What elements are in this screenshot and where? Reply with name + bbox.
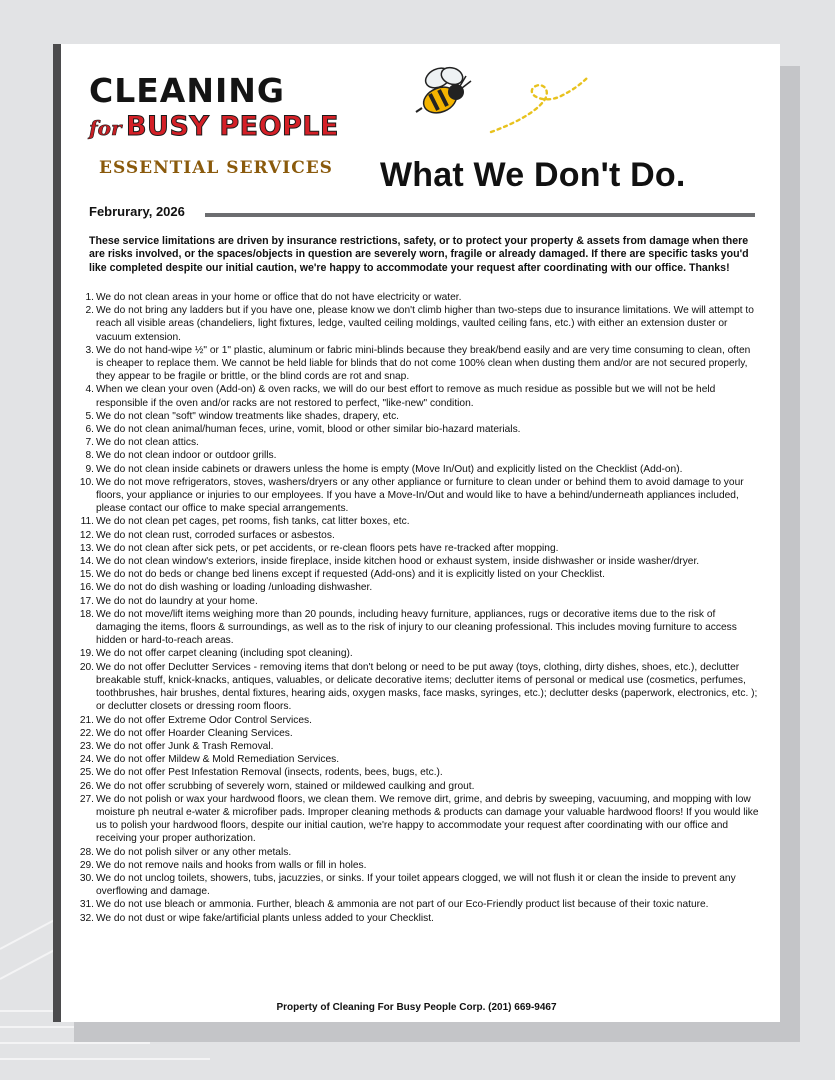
list-item-text: We do not clean indoor or outdoor grills.: [96, 450, 277, 462]
list-item-text: We do not clean inside cabinets or drawers unless the home is empty (Move In/Out) and explicitly listed on the Checklist (Add-on).: [96, 463, 683, 475]
list-item-number: 15.: [79, 569, 94, 581]
list-item: [79, 647, 759, 660]
list-item-text: When we clean your oven (Add-on) & oven racks, we will do our best effort to remove as much residue as possible but we will not be held responsible if the oven and/or racks are not restored to perfect, "like-new" condition.: [96, 384, 716, 409]
list-item-text: We do not move refrigerators, stoves, washers/dryers or any other appliance or furniture to clean under or behind them to avoid damage to your floors, your appliance or injuries to our employees. If you have a Move-In/Out and would like to have a behind/underneath appliances included, please contact our office to make special arrangements.: [96, 476, 744, 515]
list-item: [85, 423, 759, 436]
list-item: [80, 515, 759, 528]
list-item-text: We do not unclog toilets, showers, tubs, jacuzzies, or sinks. If your toilet appears clogged, we will not flush it or clean the inside to prevent any overflowing and damage.: [96, 872, 736, 898]
list-item-number: 31.: [79, 899, 94, 911]
list-item-text: We do not clean after sick pets, or pet accidents, or re-clean floors pets have re-tracked after mopping.: [96, 542, 559, 554]
logo-essential-services-text: ESSENTIAL SERVICES: [99, 158, 333, 178]
list-item-text: We do not bring any ladders but if you have one, please know we don't climb higher than two-steps due to insurance limitations. We will attempt to reach all visible areas (chandeliers, light fixtures, ledge, vaulted ceiling moldings, vaulted ceiling fans, etc.) with either an extension duster or vacuum extension.: [96, 305, 754, 343]
list-item-text: We do not offer Extreme Odor Control Services.: [96, 714, 312, 726]
list-item-text: We do not offer Hoarder Cleaning Services.: [96, 727, 293, 739]
list-item-number: 22.: [79, 727, 94, 739]
list-item: [79, 740, 759, 753]
list-item-number: 9.: [85, 463, 94, 475]
list-item-text: We do not offer scrubbing of severely worn, stained or mildewed caulking and grout.: [96, 780, 475, 792]
list-item-text: We do not clean pet cages, pet rooms, fish tanks, cat litter boxes, etc.: [96, 516, 410, 528]
list-item-number: 18.: [79, 608, 94, 620]
list-item: [79, 727, 759, 740]
list-item-number: 11.: [80, 516, 94, 528]
list-item: [79, 846, 759, 859]
list-item: [79, 780, 759, 793]
document-date: Februrary, 2026: [89, 204, 185, 219]
list-item: [85, 410, 759, 423]
list-item-number: 14.: [79, 556, 94, 568]
list-item-text: We do not hand-wipe ½" or 1" plastic, aluminum or fabric mini-blinds because they break/bend easily and are very time consuming to clean, often is cheaper to replace them. We cannot be held liable for blinds that do not come 100% clean when dusting them and/or are not secured properly, they appear to be fragile or brittle, or the blind cords are rot and snap.: [96, 344, 751, 383]
list-item-number: 25.: [79, 767, 94, 779]
list-item-number: 27.: [79, 793, 94, 805]
list-item-number: 12.: [79, 529, 94, 541]
list-item-number: 30.: [79, 872, 94, 884]
list-item-text: We do not dust or wipe fake/artificial plants unless added to your Checklist.: [96, 912, 434, 924]
list-item-text: We do not offer carpet cleaning (including spot cleaning).: [96, 648, 353, 660]
list-item: [85, 436, 759, 449]
list-item-number: 8.: [85, 450, 94, 462]
list-item-number: 21.: [79, 714, 94, 726]
list-item: [79, 555, 759, 568]
list-item-text: We do not clean areas in your home or office that do not have electricity or water.: [96, 292, 462, 303]
list-item-text: We do not use bleach or ammonia. Further, bleach & ammonia are not part of our Eco-Friendly product list because of their toxic nature.: [96, 899, 709, 911]
list-item-text: We do not move/lift items weighing more than 20 pounds, including heavy furniture, appliances, rugs or decorative items due to the risk of damaging the items, floors & surroundings, as well as to the risk of injury to our cleaning professional. This includes moving furniture to access hidden or hard-to-reach areas.: [96, 608, 737, 647]
list-item-number: 4.: [85, 384, 94, 396]
logo-cleaning-text: CLEANING: [89, 71, 285, 110]
list-item-text: We do not offer Declutter Services - removing items that don't belong or need to be put away (toys, clothing, dirty dishes, shoes, etc.), declutter breakable stuff, knick-knacks, antiques, valuables, or delicate decorative items; declutter items of personal or medical use (cosmetics, perfumes, toothbrushes, hair brushes, dental fixtures, hearing aids, oxygen masks, face masks, syringes, etc.); declutter desks (paperwork, electronics, etc. ); or declutter closets or dressing room floors.: [96, 661, 758, 713]
list-item: [79, 476, 759, 516]
bee-trail-decoration: [483, 74, 593, 134]
list-item-text: We do not clean rust, corroded surfaces or asbestos.: [96, 529, 335, 541]
intro-paragraph: These service limitations are driven by insurance restrictions, safety, or to protect your property & assets from damage when there are risks involved, or the spaces/objects in question are severely worn, fragile or already damaged. If there are specific tasks you'd like completed despite our initial caution, we're happy to accommodate your request after coordinating with our office. Thanks!: [89, 235, 749, 274]
list-item: [79, 595, 759, 608]
list-item-text: We do not do laundry at your home.: [96, 595, 258, 607]
list-item: [85, 304, 759, 344]
list-item: [79, 581, 759, 594]
list-item: [79, 859, 759, 872]
list-item-text: We do not do beds or change bed linens except if requested (Add-ons) and it is explicitly listed on your Checklist.: [96, 569, 605, 581]
list-item: [85, 463, 759, 476]
list-item-text: We do not remove nails and hooks from walls or fill in holes.: [96, 859, 367, 871]
document-page: [53, 44, 780, 1022]
list-item: [79, 898, 759, 911]
list-item: [79, 872, 759, 898]
list-item-text: We do not clean window's exteriors, inside fireplace, inside kitchen hood or exhaust system, inside dishwasher or inside washer/dryer.: [96, 556, 700, 568]
page-title: What We Don't Do.: [380, 156, 686, 194]
list-item-number: 6.: [85, 424, 94, 436]
list-item-number: 1.: [85, 292, 94, 303]
limitations-list: [79, 291, 759, 925]
list-item-number: 3.: [85, 344, 94, 356]
logo-busy-people-text: BUSY PEOPLE: [125, 111, 339, 142]
list-item: [79, 529, 759, 542]
list-item-text: We do not clean animal/human feces, urine, vomit, blood or other similar bio-hazard materials.: [96, 424, 521, 436]
list-item: [79, 608, 759, 648]
date-row: [89, 204, 755, 224]
list-item-number: 17.: [79, 595, 94, 607]
list-item-text: We do not clean "soft" window treatments like shades, drapery, etc.: [96, 410, 400, 422]
list-item-number: 28.: [79, 846, 94, 858]
list-item-number: 29.: [79, 859, 94, 871]
list-item-number: 16.: [79, 582, 94, 594]
list-item: [79, 753, 759, 766]
list-item: [79, 714, 759, 727]
list-item: [85, 383, 759, 409]
company-logo: [89, 71, 339, 178]
list-item-text: We do not offer Pest Infestation Removal (insects, rodents, bees, bugs, etc.).: [96, 767, 443, 779]
list-item-text: We do not polish silver or any other metals.: [96, 846, 292, 858]
list-item: [85, 291, 759, 304]
list-item: [79, 793, 759, 846]
page-spine: [53, 44, 61, 1022]
logo-busy-people-line: [89, 112, 339, 146]
list-item: [79, 568, 759, 581]
list-item-number: 26.: [79, 780, 94, 792]
list-item-number: 13.: [79, 542, 94, 554]
list-item-text: We do not offer Junk & Trash Removal.: [96, 740, 274, 752]
list-item: [79, 661, 759, 714]
list-item-number: 19.: [79, 648, 94, 660]
list-item: [79, 766, 759, 779]
list-item-number: 5.: [85, 410, 94, 422]
list-item-number: 23.: [79, 740, 94, 752]
list-item-text: We do not offer Mildew & Mold Remediation Services.: [96, 754, 340, 766]
list-item-number: 20.: [79, 661, 94, 673]
list-item-number: 7.: [85, 437, 94, 449]
list-item: [79, 912, 759, 925]
date-divider: [205, 213, 755, 217]
page-footer: Property of Cleaning For Busy People Corp. (201) 669-9467: [276, 1002, 557, 1013]
list-item-text: We do not clean attics.: [96, 437, 199, 449]
list-item-number: 2.: [85, 305, 94, 317]
list-item: [85, 449, 759, 462]
list-item: [79, 542, 759, 555]
list-item: [85, 344, 759, 384]
logo-for-text: for: [89, 116, 122, 140]
bee-icon: [408, 64, 478, 122]
list-item-number: 10.: [79, 476, 94, 488]
list-item-number: 24.: [79, 754, 94, 766]
list-item-text: We do not polish or wax your hardwood floors, we clean them. We remove dirt, grime, and debris by sweeping, vacuuming, and mopping with low moisture ph neutral e-water & microfiber pads. Improper cleaning methods & products can damage your valuable hardwood floors! If you would like us to polish your hardwood floors, despite our initial caution, we're happy to accommodate your request after coordinating with our office and receiving your proper authorization.: [96, 793, 759, 845]
list-item-text: We do not do dish washing or loading /unloading dishwasher.: [96, 582, 373, 594]
list-item-number: 32.: [79, 912, 94, 924]
